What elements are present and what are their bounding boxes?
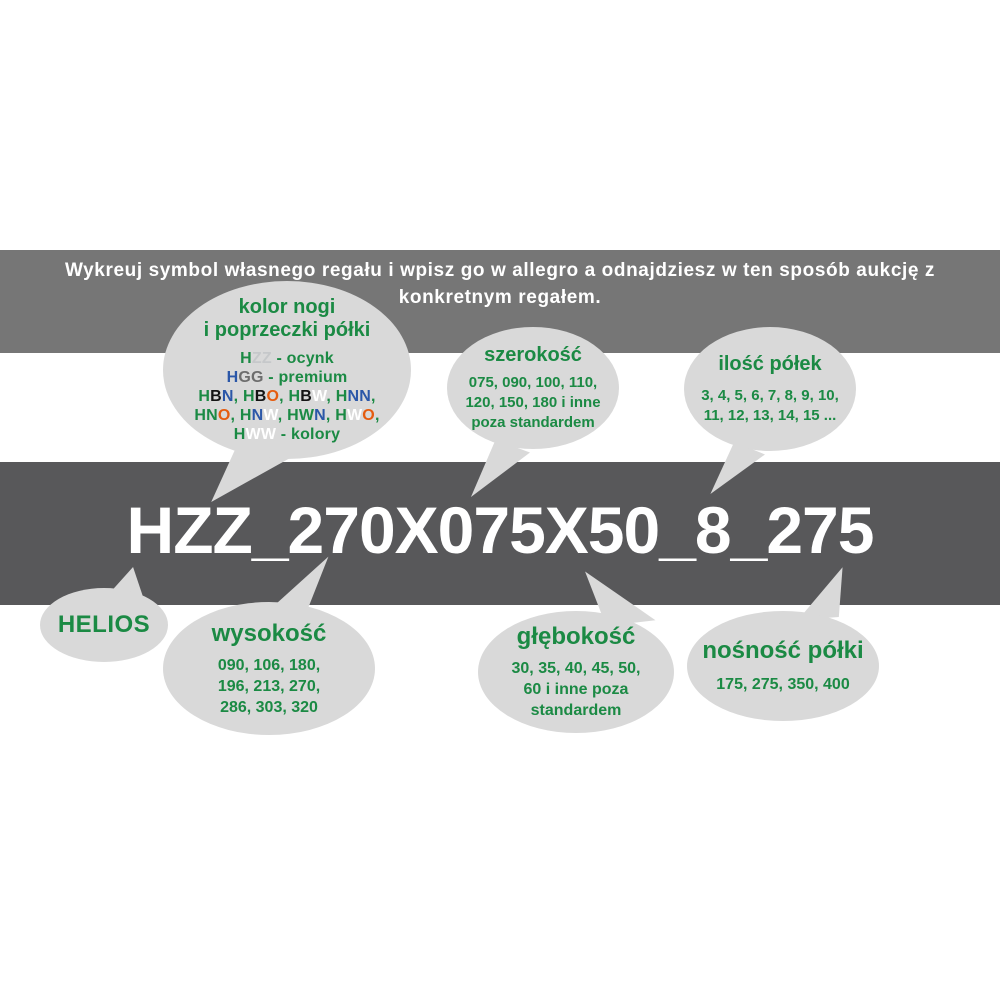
bubble-szerokosc-values: [465, 373, 600, 433]
color-code-line: HBN, HBO, HBW, HNN,: [198, 388, 376, 405]
bubble-szerokosc-title: szerokość: [484, 343, 582, 366]
value-line: 11, 12, 13, 14, 15 ...: [703, 406, 837, 424]
bubble-helios: [40, 588, 168, 662]
value-line: 60 i inne poza: [523, 681, 629, 698]
bubble-nosnosc-polki: [687, 611, 879, 721]
color-code-line: HWW - kolory: [233, 426, 341, 443]
value-line: 075, 090, 100, 110,: [468, 373, 598, 391]
bubble-nosnosc-title: nośność półki: [702, 637, 864, 664]
top-banner-line1: Wykreuj symbol własnego regału i wpisz go w allegro a odnajdziesz w ten sposób aukcję z: [64, 260, 936, 281]
value-line: 120, 150, 180 i inne: [465, 393, 601, 411]
value-line: 090, 106, 180,: [217, 656, 321, 674]
bubble-wysokosc: [163, 602, 375, 735]
value-line: standardem: [530, 702, 622, 719]
bubble-nosnosc-values: [716, 675, 849, 695]
bubble-ilosc-polek-values: [701, 386, 839, 426]
bubble-ilosc-polek-title: ilość półek: [718, 352, 822, 375]
bubble-kolor-nogi: [163, 281, 411, 459]
value-line: poza standardem: [471, 413, 595, 431]
top-banner-text: [0, 257, 1000, 311]
bubble-wysokosc-title: wysokość: [211, 619, 327, 647]
value-line: 175, 275, 350, 400: [716, 676, 850, 693]
value-line: 196, 213, 270,: [217, 677, 321, 695]
top-banner-line2: konkretnym regałem.: [398, 287, 602, 308]
color-code-line: HNO, HNW, HWN, HWO,: [194, 407, 380, 424]
value-line: 30, 35, 40, 45, 50,: [511, 660, 641, 677]
brand-label: HELIOS: [57, 611, 151, 638]
bubble-wysokosc-values: [218, 655, 320, 718]
value-line: 3, 4, 5, 6, 7, 8, 9, 10,: [701, 386, 839, 404]
color-code-list: [194, 349, 379, 444]
bubble-ilosc-polek: [684, 327, 856, 451]
bubble-glebokosc-title: głębokość: [516, 623, 636, 650]
symbol-banner: [0, 462, 1000, 605]
bubble-glebokosc-values: [512, 658, 641, 721]
color-code-line: HGG - premium: [226, 369, 348, 386]
bubble-kolor-title-line1: kolor nogi: [238, 296, 336, 318]
bubble-szerokosc: [447, 327, 619, 449]
bubble-kolor-title-line2: i poprzeczki półki: [203, 319, 371, 341]
product-symbol: HZZ_270X075X50_8_275: [126, 492, 874, 567]
bubble-glebokosc: [478, 611, 674, 733]
color-code-line: HZZ - ocynk: [240, 350, 334, 367]
value-line: 286, 303, 320: [220, 698, 318, 716]
